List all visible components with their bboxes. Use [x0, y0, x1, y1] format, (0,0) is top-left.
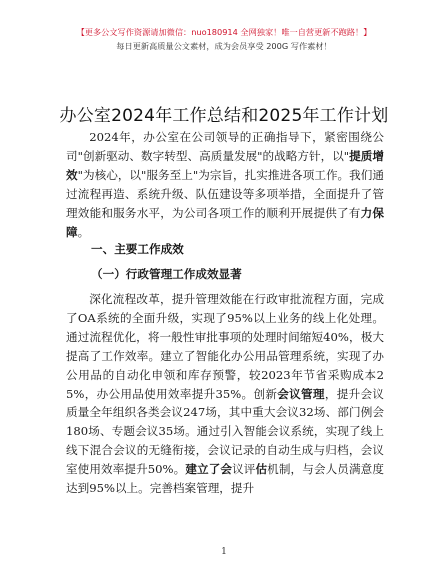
intro-text-1: 2024年，办公室在公司领导的正确指导下，紧密围绕公司"创新驱动、数字转型、高质量发展"的战略方针，以" [66, 130, 384, 163]
body-text-2: ，提升会议质量全年组织各类会议247场，其中重大会议32场、部门例会180场、专题会议35场。通过引入智能会议系统，实现了线上线下混合会议的无缝衔接，会议记录的自动生成与归档，会议室使用效率提升50%。 [66, 386, 384, 477]
intro-text-2: "为核心，以"服务至上"为宗旨，扎实推进各项工作。我们通过流程再造、系统升级、队伍建设等多项举措，全面提升了管理效能和服务水平，为公司各项工作的顺利开展提供了有 [66, 167, 384, 220]
subsection-heading: （一）行政管理工作成效显著 [91, 267, 242, 281]
body-text-3: 议评 [232, 462, 256, 477]
body-bold-3: 估 [255, 462, 268, 477]
body-text-1: 深化流程改革，提升管理效能在行政审批流程方面，完成了OA系统的全面升级，实现了95%以上业务的线上化处理。通过流程优化，将一般性审批事项的处理时间缩短40%，极大提高了工作效率。建立了智能化办公用品管理系统，实现了办公用品的自动化申领和库存预警，较2023年节省采购成本25%，办公用品使用效率提升35%。创新 [66, 292, 384, 401]
intro-bold-2: 力保障 [66, 205, 384, 239]
section-heading: 一、主要工作成效 [91, 242, 184, 256]
intro-bold-1: 提质增效 [66, 148, 384, 182]
promo-banner-line-2: 每日更新高质量公文素材，成为会员享受 200G 写作素材！ [116, 41, 332, 51]
document-title: 办公室2024年工作总结和2025年工作计划 [59, 106, 389, 127]
body-paragraph [66, 290, 384, 498]
body-text-4: 机制，与会人员满意度达到95%以上。完善档案管理，提升 [66, 462, 384, 496]
page-number: 1 [221, 547, 227, 557]
intro-paragraph [66, 128, 384, 241]
body-bold-2: 建立了会 [185, 462, 233, 477]
body-bold-1: 会议管理 [277, 386, 325, 401]
promo-banner-line-1: 【更多公文写作资源请加微信：nuo180914 全网独家！唯一自营更新不跑路！】 [76, 27, 372, 37]
intro-text-3: 。 [77, 224, 90, 239]
